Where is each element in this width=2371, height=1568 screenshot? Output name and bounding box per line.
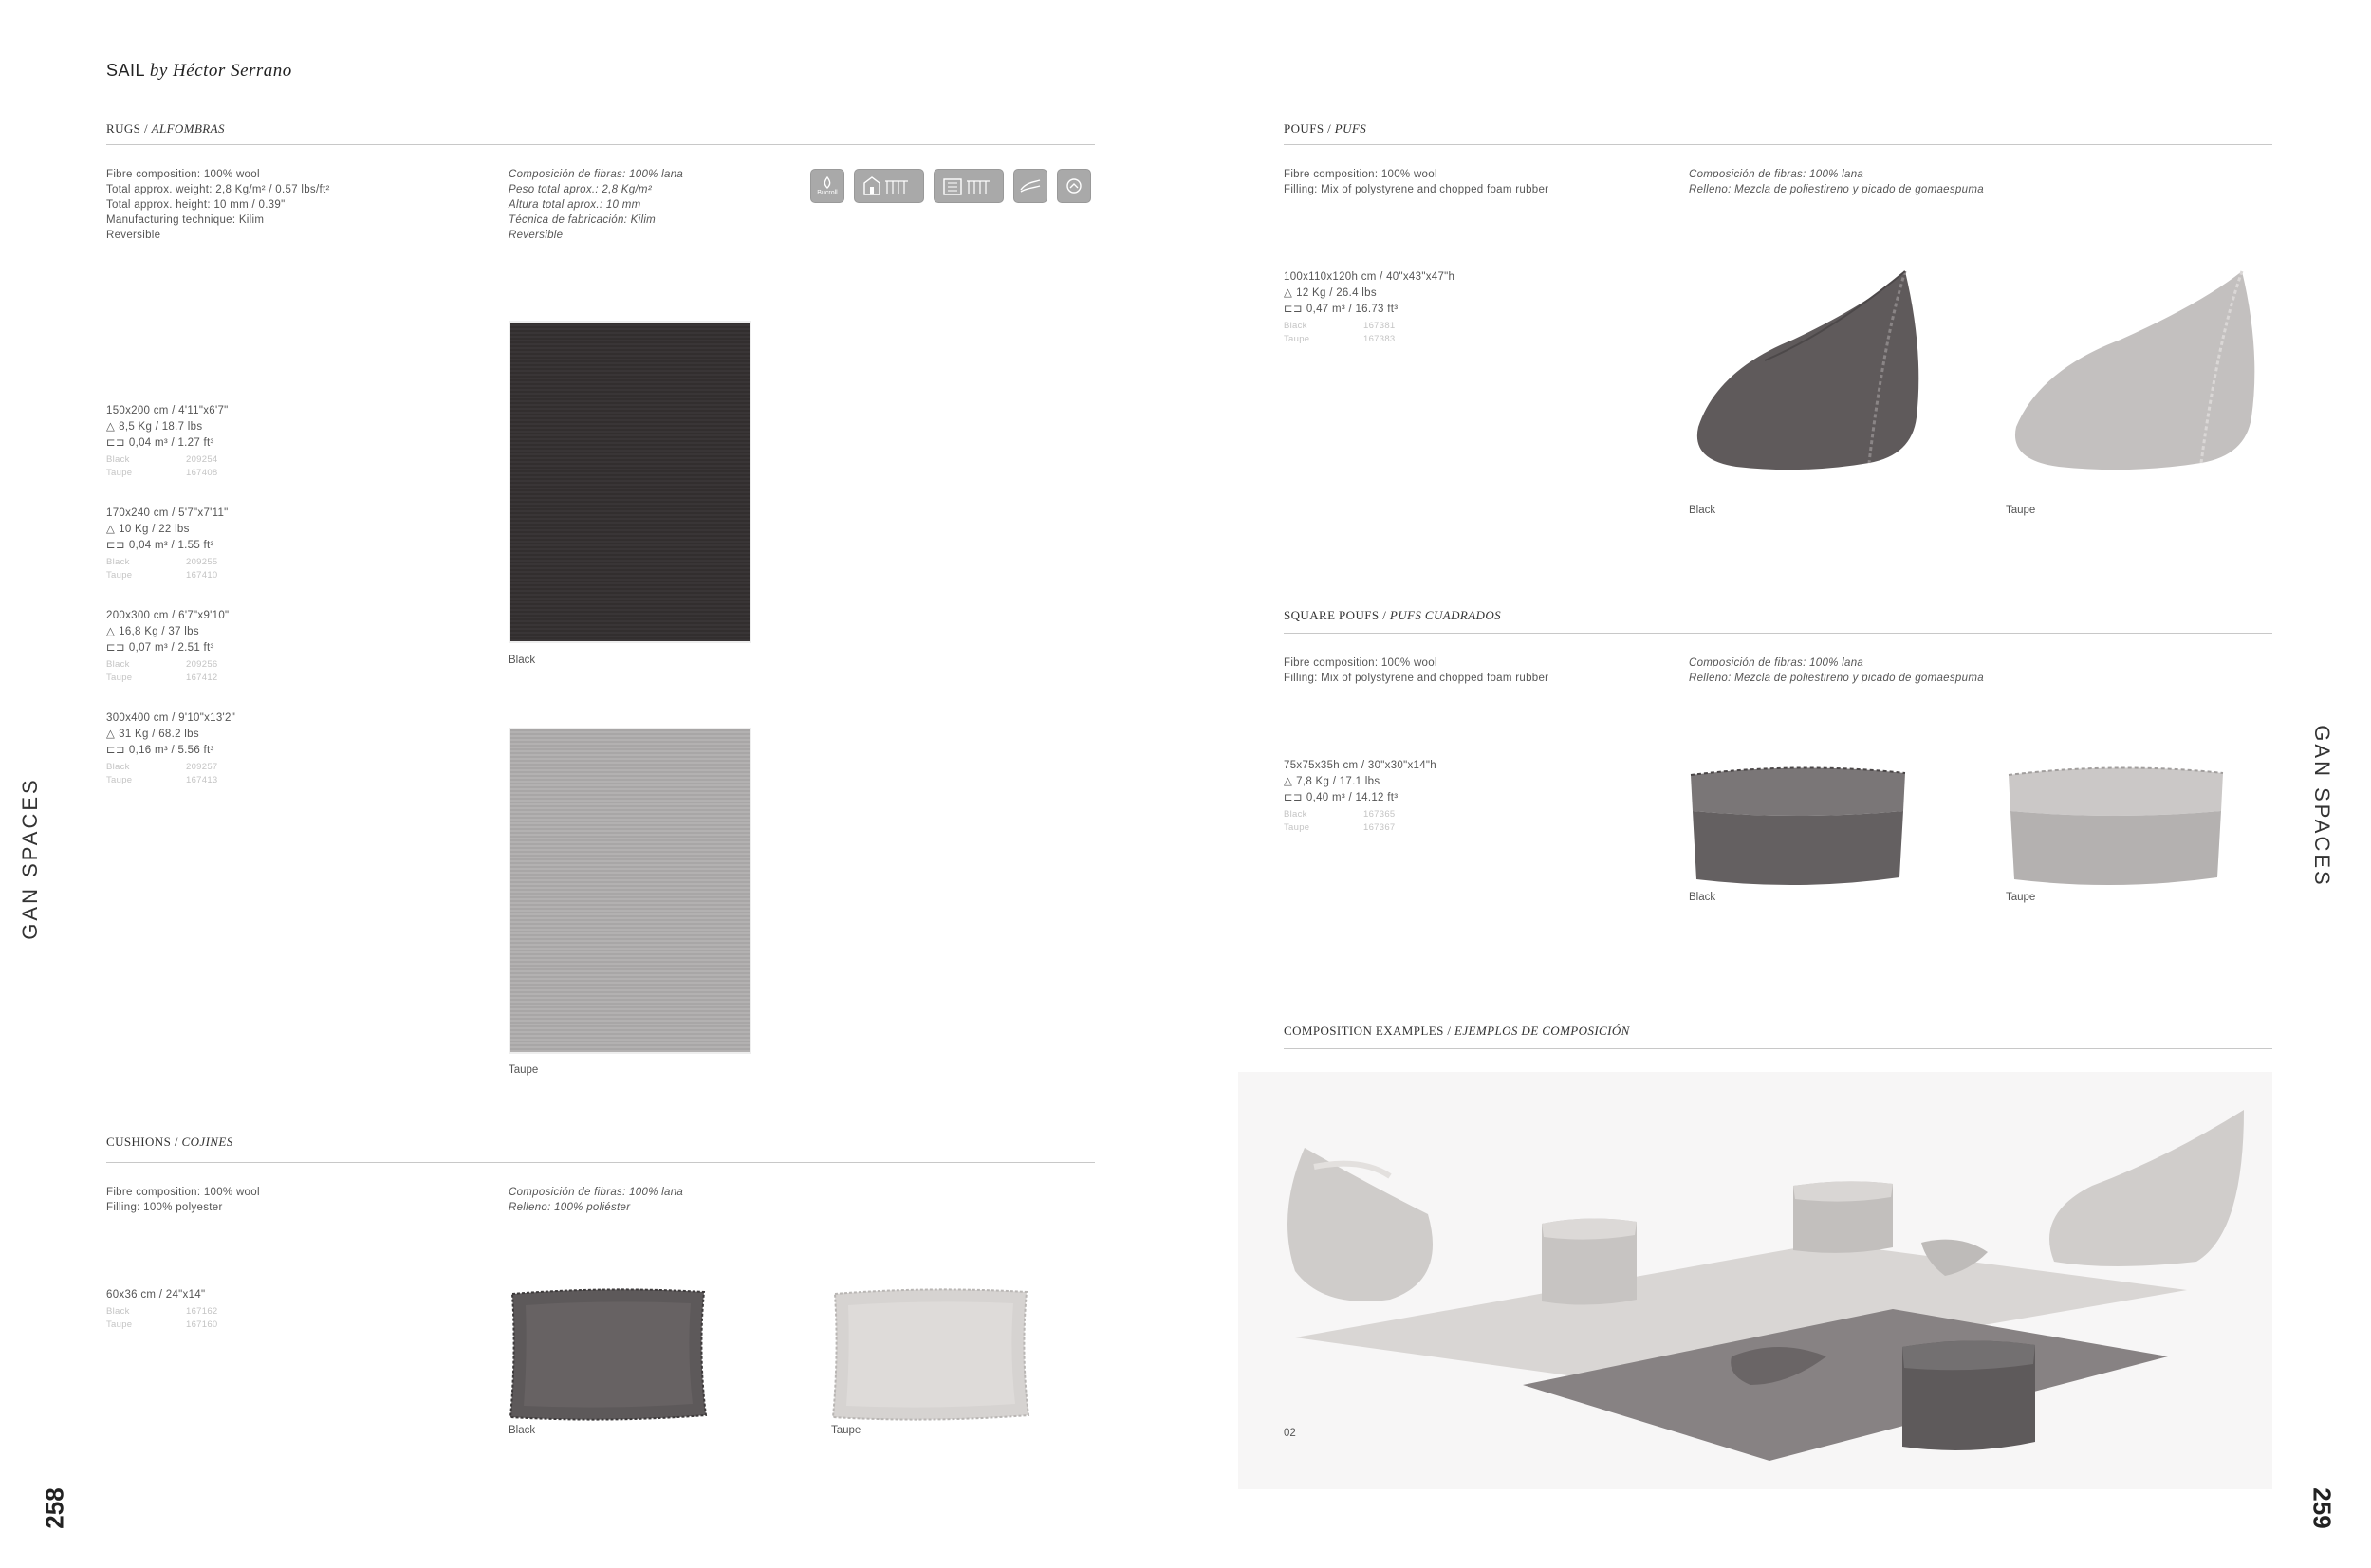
square-pouf-black-caption: Black: [1689, 892, 1716, 903]
ref-code: 167408: [186, 468, 218, 478]
square-poufs-heading: SQUARE POUFS / PUFS CUADRADOS: [1284, 608, 1502, 622]
square-poufs-rule: [1284, 633, 2272, 634]
rug-size-3: [106, 608, 229, 685]
size-text: 170x240 cm / 5'7"x7'11": [106, 507, 229, 519]
poufs-heading-en: POUFS: [1284, 121, 1324, 136]
ref-code: 167410: [186, 570, 218, 581]
weight-icon: △: [106, 524, 116, 535]
poufs-heading: POUFS / PUFS: [1284, 121, 1367, 136]
cushions-heading-es: COJINES: [181, 1134, 233, 1149]
volume-text: 0,04 m³ / 1.27 ft³: [128, 437, 214, 449]
pouf-black-image: [1679, 266, 1936, 479]
spec-line: Total approx. height: 10 mm / 0.39": [106, 199, 286, 211]
pouf-black-caption: Black: [1689, 505, 1716, 516]
cushions-heading-en: CUSHIONS: [106, 1134, 172, 1149]
care-icons: [810, 169, 1091, 203]
pouf-taupe-caption: Taupe: [2006, 505, 2036, 516]
cushion-taupe-image: [825, 1282, 1034, 1425]
ref-code: 167412: [186, 673, 218, 683]
volume-text: 0,40 m³ / 14.12 ft³: [1306, 792, 1399, 803]
weight-icon: △: [106, 729, 116, 740]
ref-color: Taupe: [106, 468, 133, 478]
ref-code: 209256: [186, 659, 218, 670]
ref-color: Taupe: [106, 775, 133, 785]
weight-text: 16,8 Kg / 37 lbs: [119, 626, 199, 637]
ref-color: Taupe: [106, 1319, 133, 1330]
ref-code: 209255: [186, 557, 218, 567]
ref-color: Black: [106, 557, 130, 567]
spec-line: Altura total aprox.: 10 mm: [509, 199, 641, 211]
weight-text: 10 Kg / 22 lbs: [119, 524, 190, 535]
size-text: 200x300 cm / 6'7"x9'10": [106, 610, 230, 621]
spec-line: Composición de fibras: 100% lana: [1689, 169, 1864, 180]
ref-color: Black: [1284, 809, 1307, 820]
ref-color: Black: [106, 454, 130, 465]
volume-icon: ⊏⊐: [1284, 304, 1303, 315]
weight-text: 12 Kg / 26.4 lbs: [1296, 287, 1377, 299]
spec-line: Relleno: Mezcla de poliestireno y picado de gomaespuma: [1689, 673, 1984, 684]
composition-rule: [1284, 1048, 2272, 1049]
square-pouf-taupe-image: [1997, 754, 2234, 906]
rugs-heading-es: ALFOMBRAS: [151, 121, 225, 136]
spec-line: Reversible: [509, 230, 564, 241]
page-number-right: 259: [2307, 1487, 2337, 1529]
pouf-taupe-image: [1997, 266, 2272, 479]
ref-code: 167381: [1363, 321, 1396, 331]
cushion-black-caption: Black: [509, 1425, 536, 1436]
ref-code: 167383: [1363, 334, 1396, 344]
size-text: 100x110x120h cm / 40"x43"x47"h: [1284, 271, 1455, 283]
size-text: 60x36 cm / 24"x14": [106, 1289, 206, 1301]
rug-size-2: [106, 506, 229, 582]
ref-color: Taupe: [106, 570, 133, 581]
ref-color: Taupe: [106, 673, 133, 683]
spec-line: Composición de fibras: 100% lana: [509, 169, 684, 180]
pouf-size: [1284, 269, 1454, 346]
indoor-icon: [854, 169, 924, 203]
wash-icon: [934, 169, 1004, 203]
square-pouf-size: [1284, 758, 1436, 835]
weight-text: 8,5 Kg / 18.7 lbs: [119, 421, 203, 433]
cushions-heading: CUSHIONS / COJINES: [106, 1134, 233, 1149]
composition-number: 02: [1284, 1428, 1296, 1439]
size-text: 150x200 cm / 4'11"x6'7": [106, 405, 229, 416]
volume-text: 0,04 m³ / 1.55 ft³: [128, 540, 214, 551]
rugs-heading: RUGS / ALFOMBRAS: [106, 121, 225, 136]
ref-color: Taupe: [1284, 334, 1310, 344]
volume-icon: ⊏⊐: [106, 540, 125, 551]
cushions-rule: [106, 1162, 1095, 1163]
ref-color: Black: [106, 659, 130, 670]
ref-code: 167367: [1363, 822, 1396, 833]
square-poufs-heading-en: SQUARE POUFS: [1284, 608, 1380, 622]
volume-text: 0,47 m³ / 16.73 ft³: [1306, 304, 1399, 315]
rug-size-4: [106, 710, 235, 787]
spec-line: Filling: Mix of polystyrene and chopped foam rubber: [1284, 673, 1549, 684]
cushions-spec-en: [106, 1185, 260, 1215]
spec-line: Composición de fibras: 100% lana: [509, 1187, 684, 1198]
cushions-spec-es: [509, 1185, 683, 1215]
ref-code: 167162: [186, 1306, 218, 1317]
spec-line: Reversible: [106, 230, 161, 241]
rug-taupe-image: [509, 728, 751, 1054]
ref-code: 209257: [186, 762, 218, 772]
rugs-heading-en: RUGS: [106, 121, 141, 136]
ref-color: Black: [106, 1306, 130, 1317]
volume-icon: ⊏⊐: [106, 642, 125, 654]
spec-line: Técnica de fabricación: Kilim: [509, 214, 657, 226]
weight-icon: △: [1284, 287, 1293, 299]
poufs-rule: [1284, 144, 2272, 145]
square-poufs-spec-en: [1284, 655, 1548, 686]
rug-black-caption: Black: [509, 655, 536, 666]
composition-heading: COMPOSITION EXAMPLES / EJEMPLOS DE COMPOSICIÓN: [1284, 1024, 1630, 1038]
ref-code: 167365: [1363, 809, 1396, 820]
rug-black-image: [509, 321, 751, 643]
bucroll-label: Bucroll: [817, 189, 838, 196]
composition-heading-en: COMPOSITION EXAMPLES: [1284, 1024, 1444, 1038]
rugs-spec-en: [106, 167, 330, 243]
rugs-rule: [106, 144, 1095, 145]
volume-text: 0,16 m³ / 5.56 ft³: [128, 745, 214, 756]
volume-icon: ⊏⊐: [106, 745, 125, 756]
page-number-left: 258: [40, 1487, 69, 1529]
spec-line: Peso total aprox.: 2,8 Kg/m²: [509, 184, 652, 195]
composition-photo: [1238, 1072, 2272, 1489]
rug-size-1: [106, 403, 229, 480]
series-name: SAIL: [106, 61, 145, 80]
brand-vertical-right: GAN SPACES: [2310, 725, 2334, 888]
bucroll-icon: [810, 169, 844, 203]
non-slip-icon: [1057, 169, 1091, 203]
spec-line: Fibre composition: 100% wool: [106, 1187, 260, 1198]
spec-line: Composición de fibras: 100% lana: [1689, 657, 1864, 669]
ref-code: 209254: [186, 454, 218, 465]
poufs-heading-es: PUFS: [1334, 121, 1367, 136]
square-poufs-heading-es: PUFS CUADRADOS: [1389, 608, 1502, 622]
weight-icon: △: [106, 626, 116, 637]
volume-icon: ⊏⊐: [1284, 792, 1303, 803]
size-text: 300x400 cm / 9'10"x13'2": [106, 712, 236, 724]
square-pouf-black-image: [1679, 754, 1917, 906]
square-poufs-spec-es: [1689, 655, 1984, 686]
series-designer: by Héctor Serrano: [149, 61, 292, 81]
weight-icon: △: [106, 421, 116, 433]
cushion-black-image: [503, 1282, 712, 1425]
poufs-spec-en: [1284, 167, 1548, 197]
size-text: 75x75x35h cm / 30"x30"x14"h: [1284, 760, 1436, 771]
series-title: [106, 61, 292, 82]
spec-line: Fibre composition: 100% wool: [1284, 169, 1437, 180]
spec-line: Relleno: Mezcla de poliestireno y picado de gomaespuma: [1689, 184, 1984, 195]
ref-code: 167413: [186, 775, 218, 785]
spec-line: Fibre composition: 100% wool: [1284, 657, 1437, 669]
cushion-size: [106, 1287, 218, 1332]
volume-text: 0,07 m³ / 2.51 ft³: [128, 642, 214, 654]
ref-color: Taupe: [1284, 822, 1310, 833]
square-pouf-taupe-caption: Taupe: [2006, 892, 2036, 903]
spec-line: Filling: 100% polyester: [106, 1202, 223, 1213]
rug-taupe-caption: Taupe: [509, 1064, 539, 1076]
weight-text: 31 Kg / 68.2 lbs: [119, 729, 199, 740]
weight-icon: △: [1284, 776, 1293, 787]
rugs-spec-es: [509, 167, 683, 243]
cushion-taupe-caption: Taupe: [831, 1425, 861, 1436]
ref-color: Black: [1284, 321, 1307, 331]
dry-icon: [1013, 169, 1047, 203]
weight-text: 7,8 Kg / 17.1 lbs: [1296, 776, 1380, 787]
volume-icon: ⊏⊐: [106, 437, 125, 449]
composition-heading-es: EJEMPLOS DE COMPOSICIÓN: [1454, 1024, 1630, 1038]
brand-vertical-left: GAN SPACES: [18, 777, 42, 940]
ref-color: Black: [106, 762, 130, 772]
spec-line: Filling: Mix of polystyrene and chopped foam rubber: [1284, 184, 1549, 195]
spec-line: Total approx. weight: 2,8 Kg/m² / 0.57 lbs/ft²: [106, 184, 330, 195]
ref-code: 167160: [186, 1319, 218, 1330]
spec-line: Relleno: 100% poliéster: [509, 1202, 631, 1213]
spec-line: Fibre composition: 100% wool: [106, 169, 260, 180]
spec-line: Manufacturing technique: Kilim: [106, 214, 265, 226]
poufs-spec-es: [1689, 167, 1984, 197]
